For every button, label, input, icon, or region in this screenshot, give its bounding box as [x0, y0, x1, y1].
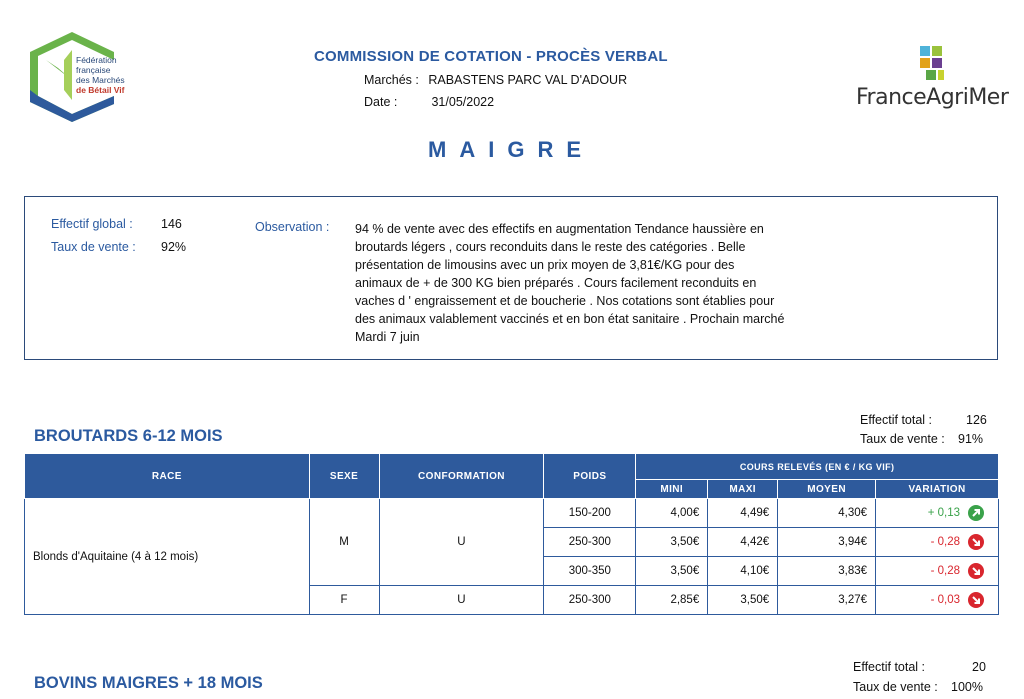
observation-label: Observation :: [255, 220, 330, 234]
ffm-logo-line4: de Bétail Vif: [76, 85, 125, 95]
arrow-down-right-icon: [968, 563, 984, 579]
observation-text: 94 % de vente avec des effectifs en augmentation Tendance haussière en broutards légers , cours reconduits dans le reste des catégories . Belle présentation de limousins avec un prix moyen de 3,81€/KG pour des animaux de + de 300 KG bien préparés . Cours facilement reconduits en vaches d ' engraissement et de boucherie . Nos cotations sont établies pour des animaux valablement vaccinés et en bon état sanitaire . Prochain marché Mardi 7 juin: [355, 222, 785, 344]
variation-value: - 0,28: [930, 565, 960, 577]
maxi-cell: 3,50€: [708, 586, 778, 615]
summary-box: [24, 196, 998, 360]
section2-effectif-value: 20: [972, 660, 986, 674]
section1-effectif-value: 126: [966, 413, 987, 427]
maxi-cell: 4,49€: [708, 499, 778, 528]
marches-row: [364, 73, 627, 87]
ffm-logo-line2: française: [76, 65, 111, 75]
moyen-cell: 3,27€: [778, 586, 876, 615]
section2-taux-label: Taux de vente :: [853, 680, 938, 694]
variation-value: - 0,03: [930, 594, 960, 606]
section1-taux-label: Taux de vente :: [860, 432, 945, 446]
franceagrimer-logo-icon: [856, 44, 996, 84]
sexe-cell: M: [309, 499, 379, 586]
moyen-cell: 3,83€: [778, 557, 876, 586]
date-label: Date :: [364, 95, 398, 109]
conformation-cell: U: [379, 499, 544, 586]
race-cell: Blonds d'Aquitaine (4 à 12 mois): [25, 499, 310, 615]
section1-effectif-label: Effectif total :: [860, 413, 933, 427]
poids-cell: 250-300: [544, 528, 636, 557]
variation-value: - 0,28: [930, 536, 960, 548]
moyen-cell: 4,30€: [778, 499, 876, 528]
variation-cell: [876, 499, 999, 528]
header-cours: COURS RELEVÉS (EN € / KG VIF): [636, 454, 999, 480]
poids-cell: 250-300: [544, 586, 636, 615]
variation-cell: [876, 557, 999, 586]
ffm-logo-line1: Fédération: [76, 55, 117, 65]
ffm-logo-line3: des Marchés: [76, 75, 125, 85]
section-broutards-title: BROUTARDS 6-12 MOIS: [34, 427, 223, 445]
franceagrimer-text: FranceAgriMer: [856, 85, 1009, 110]
header-maxi: MAXI: [708, 480, 778, 499]
mini-cell: 3,50€: [636, 528, 708, 557]
taux-vente-value: 92%: [161, 240, 187, 254]
header-moyen: MOYEN: [778, 480, 876, 499]
variation-cell: [876, 528, 999, 557]
arrow-up-right-icon: [968, 505, 984, 521]
table-row: [25, 499, 999, 528]
mini-cell: 3,50€: [636, 557, 708, 586]
sexe-cell: F: [309, 586, 379, 615]
section-bovins-title: BOVINS MAIGRES + 18 MOIS: [34, 674, 263, 692]
mini-cell: 2,85€: [636, 586, 708, 615]
marches-label: Marchés :: [364, 73, 419, 87]
arrow-down-right-icon: [968, 534, 984, 550]
date-row: [364, 95, 494, 109]
date-value: 31/05/2022: [431, 95, 495, 109]
moyen-cell: 3,94€: [778, 528, 876, 557]
header-conformation: CONFORMATION: [379, 454, 544, 499]
section2-taux-value: 100%: [951, 680, 983, 694]
main-title: MAIGRE: [428, 137, 594, 162]
section1-taux-value: 91%: [958, 432, 984, 446]
effectif-global-label: Effectif global :: [51, 217, 133, 231]
header-sexe: SEXE: [309, 454, 379, 499]
header-mini: MINI: [636, 480, 708, 499]
ffm-logo-text: [76, 55, 125, 95]
poids-cell: 150-200: [544, 499, 636, 528]
conformation-cell: U: [379, 586, 544, 615]
effectif-global-value: 146: [161, 217, 182, 231]
doc-title: COMMISSION DE COTATION - PROCÈS VERBAL: [314, 48, 668, 65]
mini-cell: 4,00€: [636, 499, 708, 528]
taux-vente-label: Taux de vente :: [51, 240, 136, 254]
variation-cell: [876, 586, 999, 615]
header-poids: POIDS: [544, 454, 636, 499]
arrow-down-right-icon: [968, 592, 984, 608]
variation-value: + 0,13: [927, 507, 960, 519]
maxi-cell: 4,10€: [708, 557, 778, 586]
poids-cell: 300-350: [544, 557, 636, 586]
section2-effectif-label: Effectif total :: [853, 660, 926, 674]
marches-value: RABASTENS PARC VAL D'ADOUR: [428, 73, 628, 87]
cotation-table: [24, 453, 999, 615]
header-race: RACE: [25, 454, 310, 499]
header-variation: VARIATION: [876, 480, 999, 499]
maxi-cell: 4,42€: [708, 528, 778, 557]
